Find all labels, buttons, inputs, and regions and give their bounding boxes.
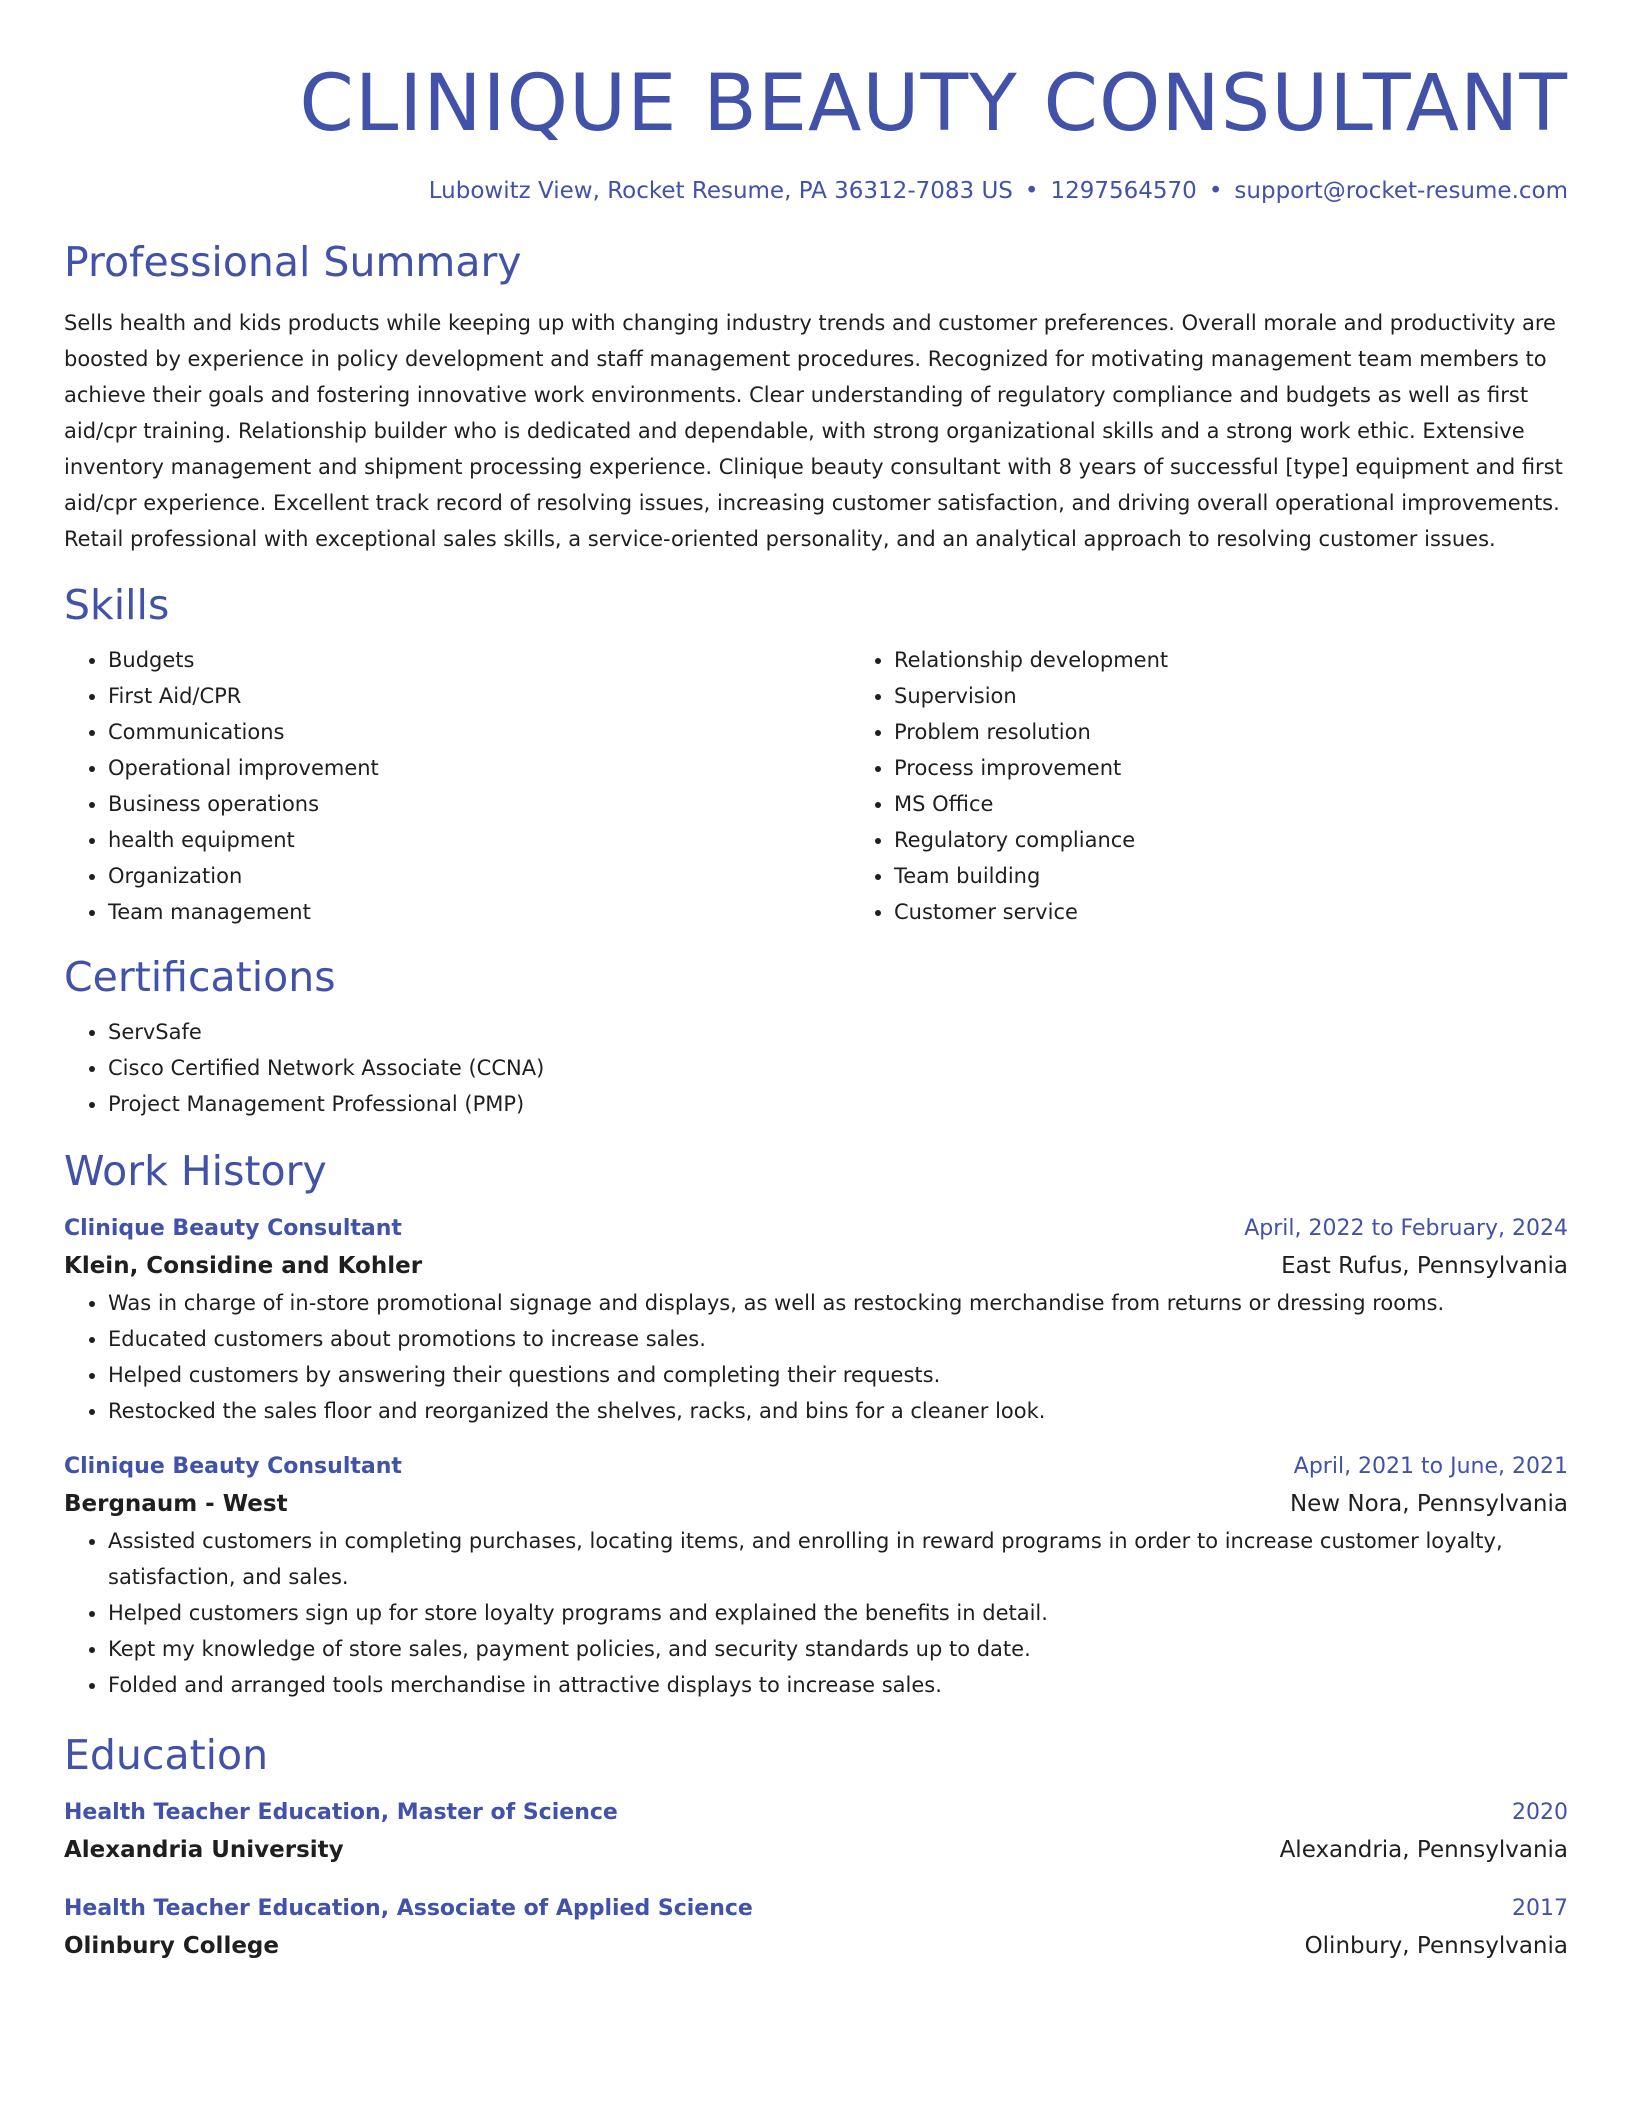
job-location: East Rufus, Pennsylvania (1281, 1253, 1568, 1279)
summary-paragraph: Sells health and kids products while keeping up with changing industry trends and customer preferences. Overall morale and productivity are boosted by experience in policy development and staff management procedures. Recognized for motivating management team members to achieve their goals and fostering innovative work environments. Clear understanding of regulatory compliance and budgets as well as first aid/cpr training. Relationship builder who is dedicated and dependable, with strong organizational skills and a strong work ethic. Extensive inventory management and shipment processing experience. Clinique beauty consultant with 8 years of successful [type] equipment and first aid/cpr experience. Excellent track record of resolving issues, increasing customer satisfaction, and driving overall operational improvements. Retail professional with exceptional sales skills, a service-oriented personality, and an analytical approach to resolving customer issues. (64, 311, 1563, 551)
education-school: Alexandria University (64, 1837, 344, 1863)
skills-list-left (64, 642, 850, 930)
job-dates: April, 2022 to February, 2024 (1244, 1216, 1568, 1241)
work-history-section-title: Work History (64, 1147, 327, 1195)
certification-item: • ServSafe (108, 1014, 1568, 1050)
education-school-row (64, 1831, 1568, 1869)
contact-phone: 1297564570 (1050, 178, 1197, 204)
job-company-row (64, 1485, 1568, 1523)
job-bullet: • Restocked the sales floor and reorganized the shelves, racks, and bins for a cleaner look. (108, 1393, 1568, 1429)
education-section-title: Education (64, 1731, 269, 1779)
education-location: Alexandria, Pennsylvania (1279, 1837, 1568, 1863)
education-year: 2017 (1512, 1896, 1568, 1921)
contact-line (64, 174, 1568, 208)
resume-page (64, 0, 1568, 1965)
contact-separator: • (1024, 178, 1039, 204)
skill-item: • Budgets (108, 642, 850, 678)
job-company: Klein, Considine and Kohler (64, 1253, 423, 1279)
skill-item: • Organization (108, 858, 850, 894)
job-bullet: • Helped customers by answering their questions and completing their requests. (108, 1357, 1568, 1393)
resume-name-heading: CLINIQUE BEAUTY CONSULTANT (299, 59, 1568, 149)
contact-separator: • (1208, 178, 1223, 204)
skills-section-title: Skills (64, 581, 170, 629)
skill-item: • Team building (894, 858, 1632, 894)
certification-item: • Cisco Certified Network Associate (CCNA) (108, 1050, 1568, 1086)
skill-item: • Team management (108, 894, 850, 930)
job-bullet: • Was in charge of in-store promotional signage and displays, as well as restocking merchandise from returns or dressing rooms. (108, 1285, 1568, 1321)
certifications-list (64, 1014, 1568, 1122)
skill-item: • Problem resolution (894, 714, 1632, 750)
skills-list-right (850, 642, 1632, 930)
education-degree: Health Teacher Education, Associate of Applied Science (64, 1896, 753, 1921)
contact-address: Lubowitz View, Rocket Resume, PA 36312-7083 US (428, 178, 1013, 204)
job-bullet: • Folded and arranged tools merchandise in attractive displays to increase sales. (108, 1667, 1568, 1703)
job-bullet: • Assisted customers in completing purchases, locating items, and enrolling in reward programs in order to increase customer loyalty, satisfaction, and sales. (108, 1523, 1568, 1595)
job-company: Bergnaum - West (64, 1491, 288, 1517)
contact-email: support@rocket-resume.com (1234, 178, 1568, 204)
job-bullet: • Educated customers about promotions to increase sales. (108, 1321, 1568, 1357)
skill-item: • Supervision (894, 678, 1632, 714)
skill-item: • Relationship development (894, 642, 1632, 678)
skill-item: • Communications (108, 714, 850, 750)
skill-item: • Regulatory compliance (894, 822, 1632, 858)
education-header-row (64, 1891, 1568, 1927)
job-bullet: • Helped customers sign up for store loyalty programs and explained the benefits in detail. (108, 1595, 1568, 1631)
job-company-row (64, 1247, 1568, 1285)
job-location: New Nora, Pennsylvania (1289, 1491, 1568, 1517)
education-entry (64, 1795, 1568, 1869)
education-school-row (64, 1927, 1568, 1965)
education-year: 2020 (1512, 1800, 1568, 1825)
skill-item: • Business operations (108, 786, 850, 822)
skill-item: • health equipment (108, 822, 850, 858)
certifications-section-title: Certifications (64, 953, 336, 1001)
education-location: Olinbury, Pennsylvania (1304, 1933, 1568, 1959)
job-header-row (64, 1449, 1568, 1485)
job-responsibilities (64, 1523, 1568, 1703)
skill-item: • MS Office (894, 786, 1632, 822)
summary-section-title: Professional Summary (64, 238, 522, 286)
job-entry (64, 1449, 1568, 1703)
job-header-row (64, 1211, 1568, 1247)
job-title: Clinique Beauty Consultant (64, 1454, 402, 1479)
skill-item: • Process improvement (894, 750, 1632, 786)
job-entry (64, 1211, 1568, 1429)
skills-grid (64, 642, 1568, 930)
education-school: Olinbury College (64, 1933, 279, 1959)
job-title: Clinique Beauty Consultant (64, 1216, 402, 1241)
education-degree: Health Teacher Education, Master of Science (64, 1800, 618, 1825)
education-header-row (64, 1795, 1568, 1831)
job-bullet: • Kept my knowledge of store sales, payment policies, and security standards up to date. (108, 1631, 1568, 1667)
education-entry (64, 1891, 1568, 1965)
skill-item: • Customer service (894, 894, 1632, 930)
skill-item: • Operational improvement (108, 750, 850, 786)
skill-item: • First Aid/CPR (108, 678, 850, 714)
certification-item: • Project Management Professional (PMP) (108, 1086, 1568, 1122)
job-responsibilities (64, 1285, 1568, 1429)
job-dates: April, 2021 to June, 2021 (1293, 1454, 1568, 1479)
